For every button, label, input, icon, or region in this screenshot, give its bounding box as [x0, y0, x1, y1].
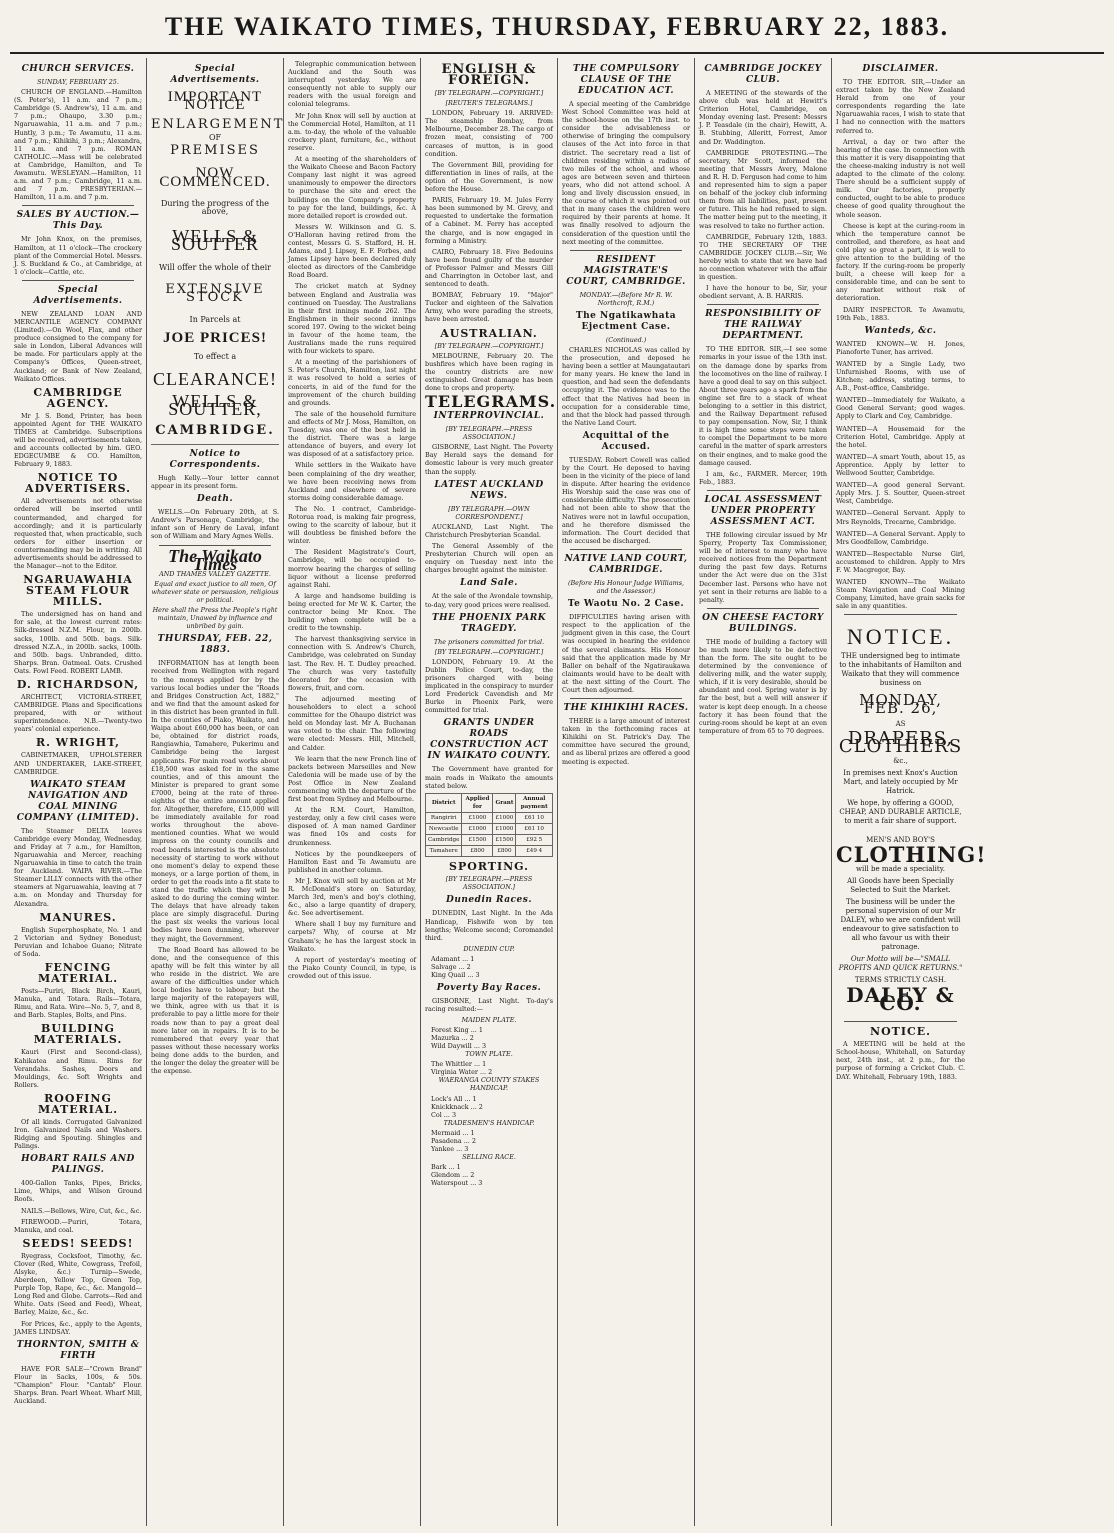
resident-heading: RESIDENT MAGISTRATE'S COURT, CAMBRIDGE.	[566, 254, 686, 287]
ejectment-sub: (Continued.)	[605, 335, 647, 344]
divider	[570, 698, 682, 699]
wanted-6: WANTED—A good general Servant. Apply Mrs. J. S. Soutter, Queen-street West, Cambridge.	[836, 481, 965, 506]
learn-para: We learn that the new French line of packets between Marseilles and New Caledonia will be made use of by the Post Office in New Zealand commencing with the departure of the first boat from Sydney and Melbourne.	[288, 754, 416, 804]
column-7	[832, 58, 987, 1526]
church-services-heading: CHURCH SERVICES.	[21, 64, 135, 74]
leader-text-2: The Road Board has allowed to be done, and the consequence of this apathy will be felt this winter by all who reside in the district. We are aware of the difficulties under which local bodies have to labour; but the large majority of the ratepayers will, we think, agree with us that it is preferable to pay a little more for their roads now than to pay a great deal more later on in repairs. It is to be remembered that every year that passes without these necessary works being done adds to the burden, and the longer the delay the greater will be the expense.	[151, 945, 279, 1076]
during-progress: During the progress of the above,	[160, 198, 270, 216]
divider	[570, 549, 682, 550]
knox2-para: Mr J. Knox will sell by auction at Mr R. McDonald's store on Saturday, March 3rd, men's and boy's clothing, &c., also a large quantity of drapery, &c. See advertisement.	[288, 876, 416, 918]
table-row: Rangiriri £1000 £1000 £61 10	[426, 812, 553, 823]
special-ads-heading: Special Advertisements.	[170, 64, 260, 85]
column-6	[695, 58, 832, 1526]
now-commenced: NOW COMMENCED.	[159, 165, 271, 190]
nails-ad: NAILS.—Bellows, Wire, Cut, &c., &c.	[21, 1206, 142, 1215]
wanted-1: WANTED KNOWN—W. H. Jones, Pianoforte Tuner, has arrived.	[836, 339, 965, 356]
sales-heading: SALES BY AUCTION.—This Day.	[16, 210, 140, 232]
wanteds-heading: Wanteds, &c.	[864, 325, 937, 336]
auckland-2: The General Assembly of the Presbyterian Church will open an enquiry on Tuesday next into the charges brought against the minister.	[425, 542, 553, 575]
column-1	[10, 58, 147, 1526]
cheese-cont-text: Arrival, a day or two after the hearing of the case. In connection with this matter it is very disappointing that the cheese-making industry is not well adapted to the climate of the colony. There should be a sufficient supply of milk. Our factories, properly conducted, ought to be able to produce cheese of good quality throughout the whole season.	[836, 137, 965, 219]
clearance: CLEARANCE!	[153, 368, 277, 389]
correspondents-heading: Notice to Correspondents.	[169, 448, 261, 470]
meeting-para: At a meeting of the shareholders of the Waikato Cheese and Bacon Factory Company last night it was agreed unanimously to empower the directors to purchase the site and erect the buildings on the Company's property to pay for the land, buildings, &c. A more detailed report is crowded out.	[288, 155, 416, 220]
divider	[844, 614, 957, 615]
death-text: WELLS.—On February 20th, at S. Andrew's Parsonage, Cambridge, the infant son of Henry de Laval, infant son of William and Mary Agnes Wells.	[151, 508, 279, 541]
column-5	[558, 58, 695, 1526]
report-para: A report of yesterday's meeting of the Piako County Council, in type, is crowded out of this issue.	[288, 955, 416, 980]
auckland: AUCKLAND, Last Night. The Christchurch Presbyterian Scandal.	[425, 522, 553, 539]
will-offer: Will offer the whole of their	[158, 263, 271, 273]
business-text: The business will be under the personal supervision of our Mr DALEY, who we are confident will endeavour to give satisfaction to all who favour us with their patronage.	[840, 898, 961, 951]
wanted-3: WANTED—Immediately for Waikato, a Good General Servant; good wages. Apply to Clark and Coy, Cambridge.	[836, 396, 965, 421]
gisborne: GISBORNE, Last Night. The Poverty Bay Herald says the demand for domestic labour is very much greater than the supply.	[425, 443, 553, 476]
kihikihi-text: THERE is a large amount of interest taken in the forthcoming races at Kihikihi on St. Patrick's Day. The committee have secured the ground, and as liberal prizes are offered a good meeting is expected.	[562, 717, 690, 766]
phoenix-heading: THE PHOENIX PARK TRAGEDY.	[431, 612, 547, 634]
wanted-10: WANTED KNOWN—The Waikato Steam Navigation and Coal Mining Company, Limited, have grain sacks for sale in any quantities.	[836, 578, 965, 611]
phoenix-sub: [BY TELEGRAPH.—COPYRIGHT.]	[434, 647, 544, 656]
grants-heading: GRANTS UNDER ROADS CONSTRUCTION ACT IN WAIKATO COUNTY.	[427, 718, 551, 762]
cheese-text: THE mode of building a factory will be much more likely to be defective than the form. The site ought to be determined by the convenience of delivering milk, and the water supply, which, if it is very desirable, should be abundant and cool. Spring water is by far the best, but a well will answer if water is kept deep enough. In a cheese factory it has been found that the curing-room should be kept at an even temperature of from 65 to 70 degrees.	[699, 637, 827, 735]
london-1: LONDON, February 19. ARRIVED: The steamship Bombay, from Melbourne, December 28. The cargo of frozen meat, consisting of 700 carcases of mutton, is in good condition.	[425, 109, 553, 158]
where-para: Where shall I buy my furniture and carpets? Why, of course at Mr Graham's; he has the largest stock in Waikato.	[288, 920, 416, 953]
grants-text: The Government have granted for main roads in Waikato the amounts stated below.	[425, 765, 553, 790]
reminded-para: Notices by the poundkeepers of Hamilton East and Te Awamutu are published in another column.	[288, 849, 416, 874]
paper-subtitle: AND THAMES VALLEY GAZETTE.	[159, 569, 271, 578]
paris: PARIS, February 19. M. Jules Ferry has been summoned by M. Grevy, and requested to undertake the formation of a Cabinet. M. Ferry has accepted the charge, and is now engaged in forming a Ministry.	[425, 196, 553, 245]
cambridge: CAMBRIDGE.	[155, 422, 275, 438]
aus-telegraph-sub: [BY TELEGRAPH.—COPYRIGHT.]	[434, 341, 544, 350]
results-5: Mermaid ... 1 Pasadena ... 2 Yankee ... 3	[431, 1128, 476, 1153]
cambridge-agency-text: Mr J. S. Bond, Printer, has been appointed Agent for THE WAIKATO TIMES at Cambridge. Subscriptions will be received, advertisements taken, and accounts collected by him. GEO. EDGECUMBE & CO. Hamilton, February 9, 1883.	[14, 411, 142, 469]
paper-title: The Waikato Times	[168, 545, 262, 574]
daley-co: DALEY & CO.	[846, 983, 955, 1016]
kihikihi-heading: THE KIHIKIHI RACES.	[563, 703, 689, 714]
cricket-para: The cricket match at Sydney between England and Australia was continued on Tuesday. The Australians in their first innings made 262. The Englishmen in their second innings scored 197. Owing to the wicket being in favour of the home team, the Australians made the runs required with four wickets to spare.	[288, 282, 416, 356]
important-notice: IMPORTANT NOTICE	[167, 89, 263, 114]
parishioners-para: At a meeting of the parishioners of S. Peter's Church, Hamilton, last night it was resolved to hold a series of concerts, in aid of the fund for the improvement of the church building and grounds.	[288, 358, 416, 407]
fencing-text: Posts—Puriri, Black Birch, Kauri, Manuka, and Totara. Rails—Totara, Rimu, and Rata. Wire—No. 5, 7, and 8, and Barb. Staples, Bolts, and Pins.	[14, 987, 142, 1020]
divider	[22, 280, 134, 281]
table-row: District Applied for Grant Annual payment	[426, 793, 553, 812]
sporting-sub: [BY TELEGRAPH.—PRESS ASSOCIATION.]	[445, 875, 533, 892]
responsibility-text: TO THE EDITOR. SIR,—I see some remarks in your issue of the 13th inst. on the damage done by sparks from the locomotives on the line of railway. I have a good deal to say on this subject. About three years ago a spark from the engine set fire to a stack of wheat belonging to a settler in this district, and the Railway Department refused to pay compensation. Now, Sir, I think it is high time some steps were taken to compel the Department to be more careful in the matter of spark arresters on their engines, and to make good the damage caused.	[699, 345, 827, 467]
manures-title: MANURES.	[39, 910, 117, 924]
dairy-sign: DAIRY INSPECTOR. Te Awamutu, 19th Feb., 1883.	[836, 305, 965, 322]
notice2-title: NOTICE.	[870, 1025, 931, 1039]
wells-soutter-ad	[151, 89, 285, 445]
special-ads-heading: Special Advertisements.	[33, 284, 123, 306]
wanted-9: WANTED—Respectable Nurse Girl, accustomed to children. Apply to Mrs F. W. Macgregor, Bay.	[836, 549, 965, 574]
monday-date: MONDAY, FEB. 26,	[859, 690, 942, 717]
masthead-title: THE WAIKATO TIMES, THURSDAY, FEBRUARY 22, 1883.	[164, 12, 950, 41]
protest-text: CAMBRIDGE PROTESTING.—The secretary, Mr Scott, informed the meeting that Messrs Avery, Malone and R. H. D. Ferguson had come to him and represented him to sign a paper on behalf of the jockey club informing them from all liabilities, past, present or future. This he had refused to sign. The matter being put to the meeting, it was resolved to take no further action.	[699, 148, 827, 230]
richardson-title: D. RICHARDSON,	[16, 677, 140, 691]
hurdles-sub: TRADESMEN'S HANDICAP.	[443, 1118, 535, 1127]
notice-title: NOTICE.	[846, 624, 955, 650]
divider	[570, 250, 682, 251]
wells-soutter-2: WELLS & SOUTTER,	[168, 390, 262, 419]
latest-sub: [BY TELEGRAPH.—OWN CORRESPONDENT.]	[448, 504, 530, 521]
correspondents-text: Hugh Kelly.—Your letter cannot appear in its present form.	[151, 473, 279, 491]
landcourt-heading: NATIVE LAND COURT, CAMBRIDGE.	[564, 553, 688, 575]
english-foreign-heading: ENGLISH & FOREIGN.	[441, 62, 537, 88]
waotu-text: DIFFICULTIES having arisen with respect to the application of the judgment given in this case, the Court was occupied in hearing the evidence of the several claimants. His Honour said that the application made by Mr Baller on behalf of the Ngatiraukawa claimants would have to be dealt with at the next sitting of the Court. The Court then adjourned.	[562, 613, 690, 694]
thornton-title: THORNTON, SMITH & FIRTH	[16, 1339, 140, 1361]
richardson-text: ARCHITECT, VICTORIA-STREET, CAMBRIDGE. Plans and Specifications prepared, with or without superintendence. N.B.—Twenty-two years' colonial experience.	[14, 692, 142, 734]
motto-text: Our Motto will be—"SMALL PROFITS AND QUICK RETURNS."	[838, 955, 963, 972]
divider	[707, 304, 819, 305]
maiden-sub: MAIDEN PLATE.	[461, 1016, 517, 1025]
column-2	[147, 58, 284, 1526]
harvest-para: The harvest thanksgiving service in connection with S. Andrew's Church, Cambridge, was celebrated on Sunday last. The Rev. H. T. Dudley preached. The church was very tastefully decorated for the occasion with flowers, fruit, and corn.	[288, 635, 416, 692]
table-row: Tamahere £800 £800 £49 4	[426, 846, 553, 857]
jockey-heading: CAMBRIDGE JOCKEY CLUB.	[704, 64, 822, 85]
disclaimer-heading: DISCLAIMER.	[862, 64, 939, 74]
premises-text: In premises next Knox's Auction Mart, and lately occupied by Mr Hatrick.	[843, 768, 958, 795]
cairo: CAIRO, February 18. Five Bedouins have been found guilty of the murder of Professor Palmer and Messrs Gill and Charrington in October last, and sentenced to death.	[425, 247, 553, 289]
results-1: Adamant ... 1 Salvage ... 2 King Quail ... 3	[431, 954, 480, 979]
sale-para: The sale of the household furniture and effects of Mr J. Moss, Hamilton, on Tuesday, was one of the best held in the district. There was a large attendance of buyers, and every lot was disposed of at a satisfactory price.	[288, 409, 416, 459]
specialty-text: will be made a speciality.	[856, 865, 945, 873]
divider	[22, 205, 134, 206]
grants-table	[425, 793, 553, 858]
nz-loan-ad: NEW ZEALAND LOAN AND MERCANTILE AGENCY COMPANY (Limited).—On Wool, Flax, and other produce consigned to the company for sale in London, Liberal Advances will be made. For particulars apply at the Company's Offices, Queen-street, Auckland; or Bank of New Zealand, Waikato Offices.	[14, 309, 142, 383]
rm-court-para: At the R.M. Court, Hamilton, yesterday, only a few civil cases were disposed of. A man named Gardiner was fined 10s and costs for drunkenness.	[288, 806, 416, 847]
roofing-title: ROOFING MATERIAL.	[37, 1091, 119, 1116]
mens-boys: MEN'S AND BOY'S	[866, 835, 935, 844]
column-3	[284, 58, 421, 1526]
latest-auckland-heading: LATEST AUCKLAND NEWS.	[434, 479, 544, 501]
newspaper-page	[10, 8, 1104, 1526]
poverty-text: GISBORNE, Last Night. To-day's racing resulted:—	[425, 996, 553, 1014]
as-word: AS	[895, 719, 906, 728]
building-text: Kauri (First and Second-class), Kahikatea and Rimu. Rims for Verandahs. Sashes, Doors and Mouldings, &c. Soft Wrights and Rollers.	[14, 1048, 142, 1089]
column-4	[421, 58, 558, 1526]
etc-word: &c.,	[893, 756, 908, 765]
drapers-clothiers: DRAPERS, CLOTHIERS	[838, 727, 963, 757]
fencing-title: FENCING MATERIAL.	[37, 961, 119, 986]
roofing-text: Of all kinds. Corrugated Galvanized Iron. Galvanized Nails and Washers. Ridging and Spouting. Shingles and Palings.	[14, 1117, 142, 1151]
interprovincial-heading: INTERPROVINCIAL.	[433, 411, 545, 422]
landsale-text: At the sale of the Avondale township, to-day, very good prices were realised.	[425, 592, 553, 609]
seeds-title: SEEDS! SEEDS!	[22, 1236, 134, 1250]
dunedin-text: DUNEDIN, Last Night. In the Ada Handicap, Fishwife won by ten lengths; Welcome second; Coromandel third.	[425, 909, 553, 942]
telegrams-heading: TELEGRAMS.	[425, 392, 557, 412]
hobart-text: 400-Gallon Tanks, Pipes, Bricks, Lime, Whips, and Wilson Ground Roofs.	[14, 1179, 142, 1204]
prices-line: For Prices, &c., apply to the Agents, JAMES LINDSAY.	[14, 1319, 142, 1336]
waeranga-sub: WAERANGA COUNTY STAKES HANDICAP.	[438, 1076, 540, 1093]
phoenix-text: LONDON, February 19. At the Dublin Police Court, to-day, the prisoners charged with being implicated in the conspiracy to murder Lord Frederick Cavendish and Mr Burke in Phoenix Park, were committed for trial.	[425, 657, 553, 715]
resident-date: MONDAY.—(Before Mr R. W. Northcroft, R.M.)	[579, 290, 673, 307]
wells-soutter: WELLS & SOUTTER	[171, 225, 259, 254]
sporting-heading: SPORTING.	[449, 860, 529, 874]
joe-prices: JOE PRICES!	[163, 330, 267, 347]
wanted-7: WANTED—General Servant. Apply to Mrs Reynolds, Trecarne, Cambridge.	[836, 509, 965, 526]
settlers-para: While settlers in the Waikato have been complaining of the dry weather, we have been receiving news from Auckland and elsewhere of severe storms doing considerable damage.	[288, 461, 416, 502]
letter-text: CAMBRIDGE, February 12th, 1883. TO THE SECRETARY OF THE CAMBRIDGE JOCKEY CLUB.—Sir, We hereby wish to state that we have had no connection whatever with the affair in question.	[699, 232, 827, 282]
notice-advertisers-text: All advertisements not otherwise ordered will be inserted until countermanded, and charged for accordingly; and it is particularly requested that, when practicable, such orders for either insertion or countermanding may be in writing. All advertisements should be addressed to the Manager—not to the Editor.	[14, 497, 142, 571]
table-row: Cambridge £1500 £1500 £92 5	[426, 835, 553, 846]
landsale-heading: Land Sale.	[460, 578, 518, 589]
interprovincial-sub: [BY TELEGRAPH.—PRESS ASSOCIATION.]	[445, 425, 533, 442]
selling-sub: SELLING RACE.	[462, 1152, 516, 1161]
local-assessment-heading: LOCAL ASSESSMENT UNDER PROPERTY ASSESSMENT ACT.	[704, 494, 822, 527]
bombay: BOMBAY, February 19. "Major" Tucker and eighteen of the Salvation Army, who were parading the streets, have been arrested.	[425, 291, 553, 324]
manures-text: English Superphosphate, No. 1 and 2 Victorian and Sydney Bonedust; Peruvian and Ichaboe Guano; Nitrate of Soda.	[14, 925, 142, 958]
cheese-heading: ON CHEESE FACTORY BUILDINGS.	[702, 612, 824, 634]
notice2-text: A MEETING will be held at the School-house, Whitehall, on Saturday next, 24th inst., at 2 p.m., for the purpose of forming a Cricket Club. C. DAY. Whitehall, February 19th, 1883.	[836, 1040, 965, 1081]
hobart-title: HOBART RAILS AND PALINGS.	[21, 1154, 135, 1176]
wright-text: CABINETMAKER, UPHOLSTERER AND UNDERTAKER, LAKE-STREET, CAMBRIDGE.	[14, 751, 142, 776]
wright-title: R. WRIGHT,	[35, 736, 121, 750]
poverty-heading: Poverty Bay Races.	[436, 982, 542, 993]
divider	[707, 608, 819, 609]
steam-mills-text: The undersigned has on hand and for sale, at the lowest current rates: Silk-dressed N.Z.M. Flour, in 200lb. sacks, 100lb. and 50lb. bags. Silk-dressed N.Z.A., in 200lb. sacks, 100lb. and 50lb. bags. Unbranded, ditto. Sharps. Bran. Oatmeal. Oats. Crushed Oats. Fowl Feed. ROBERT LAMB.	[14, 610, 142, 675]
dunedin-heading: Dunedin Races.	[446, 895, 532, 906]
motto-2: Here shall the Press the People's right maintain, Unawed by influence and unbribed by gain.	[152, 606, 278, 631]
hope-text: We hope, by offering a GOOD, CHEAP, AND DURABLE ARTICLE, to merit a fair share of support.	[839, 798, 962, 825]
to-effect: To effect a	[193, 351, 237, 361]
notice-text: THE undersigned beg to intimate to the inhabitants of Hamilton and Waikato that they will commence business on	[839, 651, 962, 687]
steamship-text: The Steamer DELTA leaves Cambridge every Monday, Wednesday, and Friday at 7 a.m., for Hamilton, Ngaruawahia and Mercer, reaching Ngaruawahia in time to catch the train for Auckland. WAIPA RIVER.—The Steamer LILLY connects with the other steamers at Ngaruawahia, leaving at 7 a.m. on Monday and Thursday for Alexandra.	[14, 826, 142, 908]
of-word: OF	[208, 133, 222, 143]
wanted-5: WANTED—A smart Youth, about 15, as Apprentice. Apply by letter to Wellwood Soutter, Cambridge.	[836, 452, 965, 478]
adjourned-para: The adjourned meeting of householders to elect a school committee for the Ohaupo district was held on Monday last. Mr A. Buchanan was voted to the chair. The following were elected: Messrs. Hill, Mitchell, and Calder.	[288, 694, 416, 752]
australian-heading: AUSTRALIAN.	[440, 326, 538, 340]
responsibility-heading: RESPONSIBILITY OF THE RAILWAY DEPARTMENT.	[705, 309, 821, 342]
prisoners-sub: The prisoners committed for trial.	[433, 637, 545, 646]
waotu-heading: Te Waotu No. 2 Case.	[567, 599, 685, 610]
dateline: THURSDAY, FEB. 22, 1883.	[157, 634, 273, 656]
firewood-ad: FIREWOOD.—Puriri, Totara, Manuka, and coal.	[14, 1217, 142, 1234]
thornton-text: HAVE FOR SALE—"Crown Brand" Flour in Sacks, 100s, & 50s. "Champion" Flour. "Cantab" Flour. Sharps. Bran. Pearl Wheat. Wharf Mill, Auckland.	[14, 1364, 142, 1406]
church-date: SUNDAY, FEBRUARY 25.	[37, 78, 119, 86]
compulsory-text: A special meeting of the Cambridge West School Committee was held at the school-house on the 17th inst. to consider the advisableness or otherwise of bringing the compulsory clauses of the Act into force in that district. The secretary read a list of children residing within a radius of two miles of the school, and whose ages are between seven and thirteen years, who did not attend school. A long and lively discussion ensued, in the course of which it was pointed out that in many cases the children were required by their parents at home. It was finally resolved to adjourn the consideration of the question until the next meeting of the committee.	[562, 100, 690, 246]
telegraph-sub: [BY TELEGRAPH.—COPYRIGHT.]	[434, 89, 544, 97]
clothing-title: CLOTHING!	[836, 841, 987, 867]
reuters-sub: [REUTER'S TELEGRAMS.]	[445, 99, 533, 108]
melbourne: MELBOURNE, February 20. The bushfires which have been raging in the country districts are now extinguished. Great damage has been done to crops and property.	[425, 351, 553, 392]
results-2: Forest King ... 1 Mazurka ... 2 Wild Daywill ... 3	[431, 1026, 487, 1051]
compulsory-heading: THE COMPULSORY CLAUSE OF THE EDUCATION ACT.	[572, 64, 680, 96]
cheese-cont-text-2: Cheese is kept at the curing-room in which the temperature cannot be controlled, and therefore, as heat and cold play so great a part, it is well to give attention to the building of the factory. If the curing-room be properly built, a cheese will keep for a considerable time, and can be sent to any market without risk of deterioration.	[836, 221, 965, 303]
results-4: Lock's All ... 1 Knickknack ... 2 Col ... 3	[431, 1094, 483, 1119]
wanted-4: WANTED—A Housemaid for the Criterion Hotel, Cambridge. Apply at the hotel.	[836, 424, 965, 449]
disclaimer-text: TO THE EDITOR. SIR,—Under an extract taken by the New Zealand Herald from one of your correspondents regarding the late Ngaruawahia races, I wish to state that I had no connection with the matters referred to.	[836, 78, 965, 135]
daley-ad	[836, 619, 987, 1017]
divider	[844, 1021, 957, 1022]
results-6: Bark ... 1 Glendom ... 2 Waterspout ... 3	[431, 1162, 483, 1187]
local-assessment-text: THE following circular issued by Mr Sperry, Property Tax Commissioner, will be of interest to many who have received notices from the Department during the past few days. Returns under the Act were due on the 31st December last. Persons who have not yet sent in their returns are liable to a penalty.	[699, 530, 827, 604]
responsibility-sign: I am, &c., FARMER. Mercer, 19th Feb., 1883.	[699, 469, 827, 486]
divider	[707, 490, 819, 491]
steamship-title: WAIKATO STEAM NAVIGATION AND COAL MINING COMPANY (LIMITED).	[16, 779, 140, 823]
telegraphic-para: Telegraphic communication between Auckland and the South was interrupted yesterday. We are consequently not able to supply our readers with the usual foreign and colonial telegrams.	[288, 60, 416, 109]
ejectment-heading: The Ngatikawhata Ejectment Case.	[575, 310, 677, 332]
acquittal-heading: Acquittal of the Accused.	[582, 430, 670, 452]
landcourt-sub: (Before His Honour Judge Williams, and the Assessor.)	[567, 578, 685, 596]
in-parcels: In Parcels at	[189, 315, 241, 325]
church-text: CHURCH OF ENGLAND.—Hamilton (S. Peter's), 11 a.m. and 7 p.m.; Cambridge (S. Andrew's), 11 a.m. and 7 p.m.; Ohaupo, 3.30 p.m.; Ngaruawahia, 11 a.m. and 7 p.m.; Huntly, 3 p.m.; Te Awamutu, 11 a.m. and 7 p.m.; Kihikihi, 3 p.m.; Alexandra, 11 a.m. and 7 p.m. ROMAN CATHOLIC.—Mass will be celebrated at Cambridge, Hamilton, and Te Awamutu. WESLEYAN.—Hamilton, 11 a.m. and 7 p.m.; Cambridge, 11 a.m. and 7 p.m. PRESBYTERIAN.—Hamilton, 11 a.m. and 7 p.m.	[14, 88, 142, 202]
building-title: BUILDING MATERIALS.	[33, 1022, 123, 1047]
steam-mills-title: NGARUAWAHIA STEAM FLOUR MILLS.	[23, 573, 133, 609]
premises: PREMISES	[170, 143, 260, 159]
cambridge-agency-title: CAMBRIDGE AGENCY.	[33, 385, 123, 410]
leader-text: INFORMATION has at length been received from Wellington with regard to the moneys applied for by the various local bodies under the "Roads and Bridges Construction Act, 1882," and we find that the amount asked for in this district has been granted in full. In the counties of Piako, Waikato, and Waipa about £60,000 has been, or can be, obtained for district roads, Rangiawhia, Tamahere, Pukerimu and Cambridge being the largest applicants. For main road works about £18,500 was asked for in the same counties, and of this amount the Minister is prepared to grant some £7000, being at the rate of three-eighths of the entire amount applied for. Altogether, therefore, £15,000 will be immediately available for road works throughout the above-mentioned counties. What we would impress on the county councils and road boards interested is the absolute necessity of starting to work without one moment's delay to expend these moneys, or a large portion of them, in order to get the roads into a fit state to stand the traffic which they will be asked to do during the coming winter. The delays that have already taken place are simply disgraceful. During the past six weeks the various local bodies have been dunning, wherever they might, the Government.	[151, 659, 279, 943]
town-sub: TOWN PLATE.	[465, 1050, 513, 1059]
wilkinson-para: Messrs W. Wilkinson and G. S. O'Halloran having retired from the contest, Messrs G. S. Stafford, H. H. Adams, and J. Lipsey, E. F. Forbes, and James Lipsey have been declared duly elected as directors of the Cambridge Road Board.	[288, 222, 416, 280]
seeds-text: Ryegrass, Cocksfoot, Timothy, &c. Clover (Red, White, Cowgrass, Trefoil, Alsyke, &c.) Turnip—Swede, Aberdeen, Yellow Top, Green Top, Purple Top, Rape, &c., &c. Mangold—Long Red and Globe. Carrots—Red and White. Oats (Seed and Feed), Wheat, Barley, Maize, &c., &c.	[14, 1251, 142, 1317]
notice-advertisers-title: NOTICE TO ADVERTISERS.	[25, 471, 131, 496]
knox-para: Mr John Knox will sell by auction at the Commercial Hotel, Hamilton, at 11 a.m. to-day, the whole of the valuable crockery plant, furniture, &c., without reserve.	[288, 111, 416, 152]
resident-para: The Resident Magistrate's Court, Cambridge, will be occupied to-morrow hearing the charges of selling liquor without a license preferred against Rahi.	[288, 548, 416, 589]
extensive-stock: EXTENSIVE STOCK	[165, 282, 265, 306]
results-3: The Whittler ... 1 Virginia Water ... 2	[431, 1060, 493, 1077]
wanted-8: WANTED—A General Servant. Apply to Mrs Goodfellow, Cambridge.	[836, 529, 965, 546]
terms-text: TERMS STRICTLY CASH.	[854, 976, 947, 984]
cup-sub: DUNEDIN CUP.	[463, 944, 515, 953]
enlargement: ENLARGEMENT	[151, 117, 285, 133]
motto-1: Equal and exact justice to all men, Of whatever state or persuasion, religious or political.	[151, 579, 279, 604]
letter-sign: I have the honour to be, Sir, your obedient servant, A. B. HARRIS.	[699, 284, 827, 301]
death-heading: Death.	[196, 494, 234, 505]
sales-text: Mr John Knox, on the premises, Hamilton, at 11 o'clock—The crockery plant of the Commercial Hotel. Messrs. J. S. Buckland & Co., at Cambridge, at 1 o'clock—Cattle, etc.	[14, 235, 142, 276]
ejectment-text: CHARLES NICHOLAS was called by the prosecution, and deposed he having been a settler at Maungatautari for many years. He knew the land in question, and had seen the defendants occupying it. The evidence was to the effect that the Natives had been in occupation for a considerable time, and that the block had passed through the Native Land Court.	[562, 345, 690, 427]
all-goods-text: All Goods have been Specially Selected to Suit the Market.	[847, 877, 954, 894]
acquittal-text: TUESDAY. Robert Cowell was called by the Court. He deposed to having been in the vicinity of the piece of land in dispute. After hearing the evidence His Worship said the case was one of considerable difficulty. The prosecution had not been able to show that the Natives were not in lawful occupation, and he therefore dismissed the information. The Court decided that the accused be discharged.	[562, 455, 690, 545]
london-2: The Government Bill, providing for differentiation in lines of rails, at the option of the Government, is now before the House.	[425, 160, 553, 194]
masthead-rule	[10, 52, 1104, 54]
wanted-2: WANTED by a Single Lady, two Unfurnished Rooms, with use of Kitchen; address, stating terms, to A.B., Post-office, Cambridge.	[836, 359, 965, 393]
jockey-text: A MEETING of the stewards of the above club was held at Hewitt's Criterion Hotel, Cambridge, on Monday evening last. Present: Messrs J. P. Teasdale (in the chair), Hewitt, A. B. Stubbing, Alleritt, Forrest, Amor and Dr. Waddington.	[699, 89, 827, 146]
table-row: Newcastle £1000 £1000 £61 10	[426, 824, 553, 835]
building-para: A large and handsome building is being erected for Mr W. K. Carter, the contractor being Mr Knox. The building when complete will be a credit to the township.	[288, 591, 416, 633]
contract-para: The No. 1 contract, Cambridge-Rotorua road, is making fair progress, owing to the scarcity of labour, but it will doubtless be finished before the winter.	[288, 504, 416, 546]
columns	[10, 58, 1104, 1526]
